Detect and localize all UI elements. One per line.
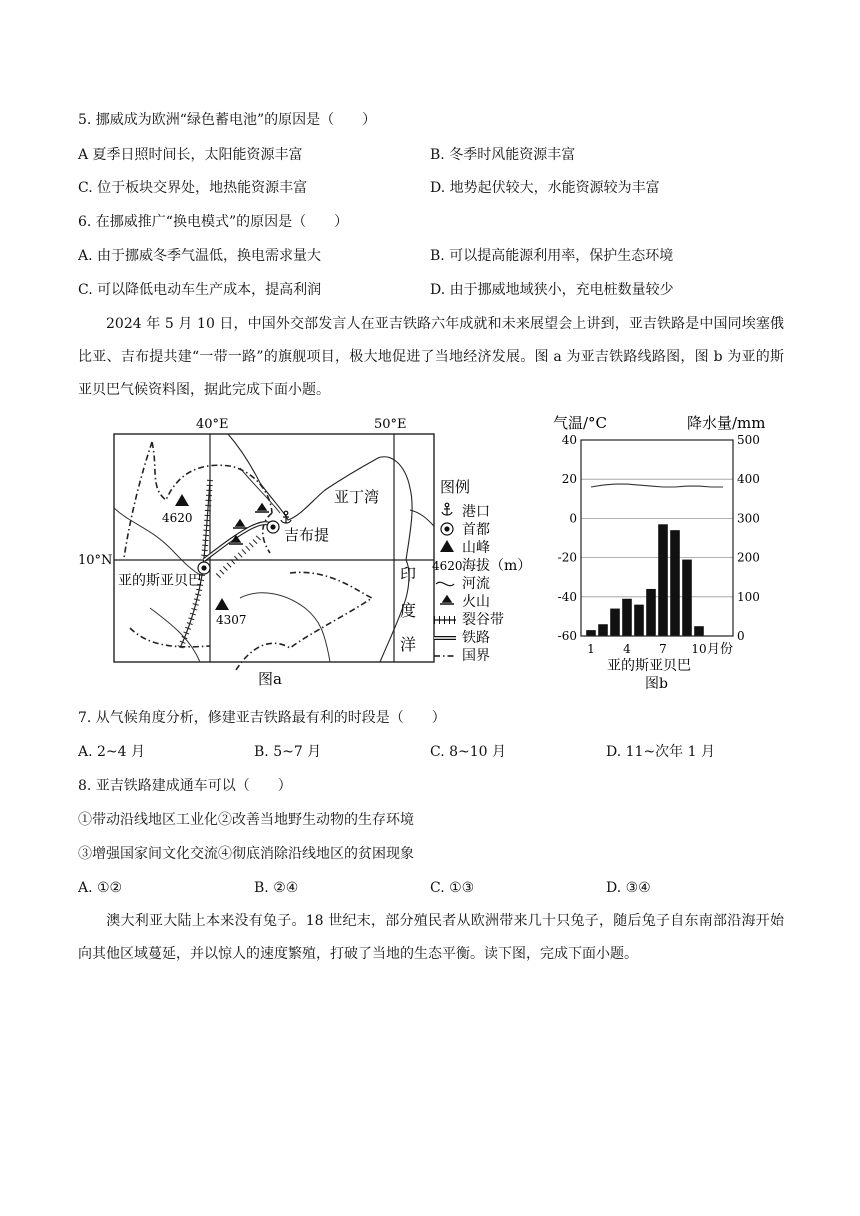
ocean-label-1: 印 <box>400 565 417 584</box>
chart-right-tick-label: 200 <box>737 550 760 565</box>
chart-left-tick-label: 0 <box>569 511 577 526</box>
legend-peak-label: 山峰 <box>462 540 490 556</box>
capital-dot-djibouti <box>270 524 275 529</box>
legend-peak-icon <box>440 540 454 552</box>
capital-dot-addis <box>201 565 206 570</box>
q6-option-a[interactable]: A. 由于挪威冬季气温低，换电需求量大 <box>78 248 322 264</box>
q5-stem: 5. 挪威成为欧洲“绿色蓄电池”的原因是（ ） <box>78 112 377 128</box>
precipitation-bar <box>586 630 596 636</box>
q6-option-c[interactable]: C. 可以降低电动车生产成本，提高利润 <box>78 282 322 298</box>
border-north <box>124 442 272 558</box>
chart-right-tick-label: 300 <box>737 511 760 526</box>
legend-river-label: 河流 <box>462 576 490 592</box>
peak-icon-south <box>215 598 229 610</box>
coastline <box>228 434 412 662</box>
figure-b-climate-chart <box>545 408 785 700</box>
ocean-label-3: 洋 <box>400 635 417 654</box>
q8-option-b[interactable]: B. ②④ <box>254 880 299 896</box>
precipitation-bar <box>670 530 680 636</box>
legend-railway-label: 铁路 <box>462 630 490 646</box>
q7-option-c[interactable]: C. 8~10 月 <box>430 744 507 760</box>
lon-label-50: 50°E <box>374 417 407 432</box>
chart-right-tick-label: 500 <box>737 433 760 447</box>
legend-elevation-label: 海拔（m） <box>462 558 532 574</box>
legend-port-icon <box>442 503 452 515</box>
city-label-djibouti: 吉布提 <box>284 526 330 544</box>
q7-stem: 7. 从气候角度分析，修建亚吉铁路最有利的时段是（ ） <box>78 710 446 726</box>
q7-option-a[interactable]: A. 2~4 月 <box>78 744 146 760</box>
volcano-icon-1 <box>255 504 269 512</box>
chart-left-tick-label: -20 <box>557 550 577 565</box>
q5-option-b[interactable]: B. 冬季时风能资源丰富 <box>430 147 576 163</box>
precipitation-bar <box>634 605 644 636</box>
q8-option-d[interactable]: D. ③④ <box>606 880 651 896</box>
legend-elevation-sample: 4620 <box>432 559 463 573</box>
chart-x-tick-label: 1 <box>587 642 595 656</box>
legend-river-icon <box>436 582 454 585</box>
city-label-addis: 亚的斯亚贝巴 <box>118 573 202 589</box>
precipitation-bar <box>622 599 632 636</box>
legend-rift-label: 裂谷带 <box>462 612 504 628</box>
volcano-icon-2 <box>233 520 247 528</box>
q6-option-b[interactable]: B. 可以提高能源利用率，保护生态环境 <box>430 248 674 264</box>
peak-icon-north <box>175 494 189 506</box>
precipitation-bar <box>610 609 620 636</box>
legend-port-label: 港口 <box>462 504 490 520</box>
chart-x-tick-label: 4 <box>623 642 631 656</box>
legend-volcano-label: 火山 <box>462 594 490 610</box>
q8-statement-1: ①带动沿线地区工业化②改善当地野生动物的生存环境 <box>78 812 414 828</box>
q8-stem: 8. 亚吉铁路建成通车可以（ ） <box>78 778 292 794</box>
chart-left-tick-label: 20 <box>561 472 577 487</box>
chart-xlabel: 月份 <box>707 642 734 657</box>
chart-station-label: 亚的斯亚贝巴 <box>607 658 691 674</box>
coastline-horn <box>410 510 434 526</box>
precipitation-bar <box>694 626 704 636</box>
figure-a-caption: 图a <box>258 670 282 688</box>
ocean-label-2: 度 <box>400 601 417 620</box>
chart-plot-frame <box>581 440 733 636</box>
q7-option-d[interactable]: D. 11~次年 1 月 <box>606 744 715 760</box>
legend-capital-label: 首都 <box>462 522 490 538</box>
precipitation-bar <box>598 624 608 636</box>
river-2 <box>240 593 330 662</box>
chart-right-tick-label: 0 <box>737 629 745 643</box>
peak-north-label: 4620 <box>162 511 193 525</box>
chart-ylabel-right: 降水量/mm <box>687 414 766 432</box>
q8-option-a[interactable]: A. ①② <box>78 880 123 896</box>
chart-left-tick-label: -60 <box>557 629 577 643</box>
legend-title: 图例 <box>440 478 471 496</box>
q8-option-c[interactable]: C. ①③ <box>430 880 475 896</box>
q6-stem: 6. 在挪威推广“换电模式”的原因是（ ） <box>78 214 349 230</box>
figure-b-caption: 图b <box>645 676 668 692</box>
chart-x-tick-label: 7 <box>659 642 667 656</box>
chart-right-tick-label: 100 <box>737 589 760 604</box>
precipitation-bar <box>682 560 692 636</box>
gulf-label: 亚丁湾 <box>334 488 380 506</box>
chart-left-tick-label: 40 <box>561 433 577 447</box>
passage-railway <box>78 308 784 407</box>
figure-a-map <box>78 408 550 700</box>
chart-right-tick-label: 400 <box>737 472 760 487</box>
temperature-curve <box>591 484 723 487</box>
q7-option-b[interactable]: B. 5~7 月 <box>254 744 322 760</box>
lon-label-40: 40°E <box>196 417 229 432</box>
legend-border-label: 国界 <box>462 648 490 664</box>
legend-volcano-icon <box>440 596 454 604</box>
lat-label-10n: 10°N <box>78 553 113 568</box>
passage-rabbits <box>78 905 784 971</box>
peak-south-label: 4307 <box>216 613 247 627</box>
map-frame <box>114 434 434 662</box>
q5-option-d[interactable]: D. 地势起伏较大，水能资源较为丰富 <box>430 180 660 196</box>
passage-rabbits-text: 澳大利亚大陆上本来没有兔子。18 世纪末，部分殖民者从欧洲带来几十只兔子，随后兔子自东南部沿海开始向其他区域蔓延，并以惊人的速度繁殖，打破了当地的生态平衡。读下图，完成下面小题。 <box>78 913 784 962</box>
chart-x-tick-label: 10 <box>691 642 707 656</box>
port-icon <box>281 511 291 523</box>
precipitation-bar <box>646 589 656 636</box>
passage-railway-text: 2024 年 5 月 10 日，中国外交部发言人在亚吉铁路六年成就和未来展望会上讲到，亚吉铁路是中国同埃塞俄比亚、吉布提共建“一带一路”的旗舰项目，极大地促进了当地经济发展。图 a 为亚吉铁路线路图，图 b 为亚的斯亚贝巴气候资料图，据此完成下面小题。 <box>78 316 784 398</box>
q5-option-a[interactable]: A 夏季日照时间长，太阳能资源丰富 <box>78 147 303 163</box>
chart-left-tick-label: -40 <box>557 589 577 604</box>
chart-ylabel-left: 气温/°C <box>553 414 608 432</box>
q5-option-c[interactable]: C. 位于板块交界处，地热能资源丰富 <box>78 180 308 196</box>
q8-statement-2: ③增强国家间文化交流④彻底消除沿线地区的贫困现象 <box>78 846 414 862</box>
legend-capital-dot <box>444 526 449 531</box>
q6-option-d[interactable]: D. 由于挪威地域狭小，充电桩数量较少 <box>430 282 674 298</box>
precipitation-bar <box>658 524 668 636</box>
